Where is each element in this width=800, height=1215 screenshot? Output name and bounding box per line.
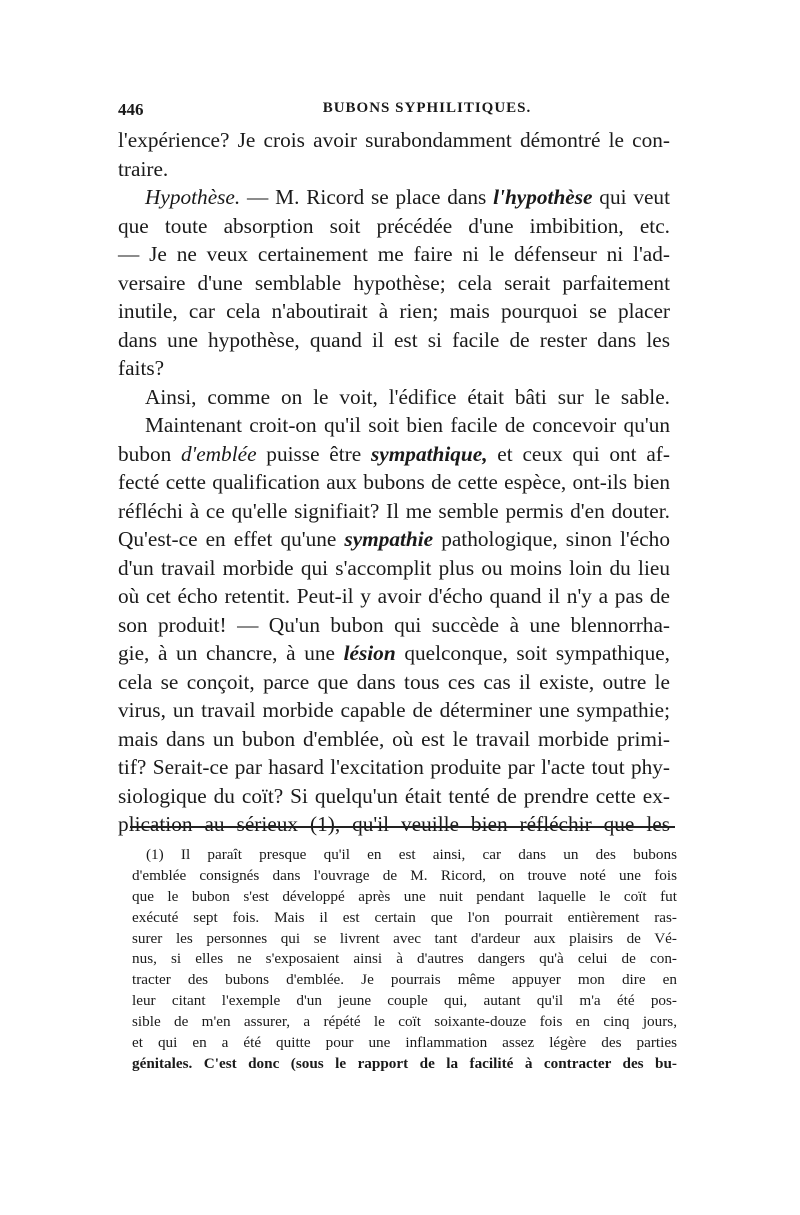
text-line: où cet écho retentit. Peut-il y avoir d'écho quand il n'y a pas de [118, 584, 670, 608]
running-title: BUBONS SYPHILITIQUES. [322, 100, 532, 116]
text-line: tif? Serait-ce par hasard l'excitation produite par l'acte tout phy- [118, 755, 670, 779]
text-line: siologique du coït? Si quelqu'un était tenté de prendre cette ex- [118, 783, 670, 808]
text-line: son produit! — Qu'un bubon qui succède à une blennorrha- [118, 612, 670, 637]
footnote-line: sible de m'en assurer, a répété le coït soixante-douze fois en cinq jours, [132, 1013, 677, 1031]
footnote-line: nus, si elles ne s'exposaient ainsi à d'autres dangers qu'à celui de con- [132, 950, 677, 968]
footnote-divider [130, 826, 675, 828]
text-line: cela se conçoit, parce que dans tous ces cas il existe, outre le [118, 669, 670, 694]
page-number: 446 [118, 100, 144, 119]
text-line: Maintenant croit-on qu'il soit bien facile de concevoir qu'un [145, 413, 670, 437]
italic-term: sympathie [344, 527, 434, 551]
italic-term: Hypothèse. [145, 185, 241, 209]
footnote-line: tracter des bubons d'emblée. Je pourrais même appuyer mon dire en [132, 971, 677, 989]
text-line: réfléchi à ce qu'elle signifiait? Il me semble permis d'en douter. [118, 498, 670, 523]
text-line: Ainsi, comme on le voit, l'édifice était bâti sur le sable. [145, 384, 670, 409]
footnote-line: que le bubon s'est développé après une nuit pendant laquelle le coït fut [132, 887, 677, 905]
footnote-line: leur citant l'exemple d'un jeune couple qui, autant qu'il m'a été pos- [132, 992, 677, 1010]
text-line: l'expérience? Je crois avoir surabondamment démontré le con- [118, 128, 670, 152]
footnote-line: et qui en a été quitte pour une inflammation assez légère des parties [132, 1034, 677, 1052]
text-line: plication au sérieux (1), qu'il veuille bien réfléchir que les [118, 812, 670, 836]
text-line: que toute absorption soit précédée d'une imbibition, etc. [118, 213, 670, 238]
text-line: gie, à un chancre, à une lésion quelconque, soit sympathique, [118, 641, 670, 665]
text-line: dans une hypothèse, quand il est si facile de rester dans les [118, 327, 670, 352]
italic-term: lésion [343, 641, 396, 665]
text-line: inutile, car cela n'aboutirait à rien; mais pourquoi se placer [118, 299, 670, 323]
footnote-line: surer les personnes qui se livrent avec tant d'ardeur aux plaisirs de Vé- [132, 929, 677, 947]
text-line: versaire d'une semblable hypothèse; cela serait parfaitement [118, 270, 670, 295]
text-line: faits? [118, 356, 165, 380]
footnote-line: d'emblée consignés dans l'ouvrage de M. Ricord, on trouve noté une fois [132, 866, 677, 884]
italic-term: sympathique, [370, 441, 488, 466]
text-line: virus, un travail morbide capable de déterminer une sympathie; [118, 698, 670, 722]
footnote [132, 845, 677, 1075]
page-header [118, 100, 666, 124]
footnote-line: (1) Il paraît presque qu'il en est ainsi, car dans un des bubons [146, 846, 677, 863]
footnote-line: exécuté sept fois. Mais il est certain que l'on pourrait entièrement ras- [132, 908, 677, 926]
text-line: Qu'est-ce en effet qu'une sympathie pathologique, sinon l'écho [118, 527, 670, 551]
text-line: traire. [118, 156, 169, 181]
text-line: Hypothèse. — M. Ricord se place dans l'hypothèse qui veut [145, 185, 670, 209]
italic-term: l'hypothèse [493, 185, 593, 209]
text-line: mais dans un bubon d'emblée, où est le travail morbide primi- [118, 726, 670, 751]
italic-term: d'emblée [181, 441, 257, 466]
main-text [118, 126, 670, 839]
text-line: d'un travail morbide qui s'accomplit plus ou moins loin du lieu [118, 555, 670, 580]
text-line: fecté cette qualification aux bubons de cette espèce, ont-ils bien [118, 470, 670, 494]
text-line: — Je ne veux certainement me faire ni le défenseur ni l'ad- [118, 242, 670, 266]
text-line: bubon d'emblée puisse être sympathique, et ceux qui ont af- [118, 441, 670, 466]
footnote-line: génitales. C'est donc (sous le rapport de la facilité à contracter des bu- [132, 1054, 677, 1072]
